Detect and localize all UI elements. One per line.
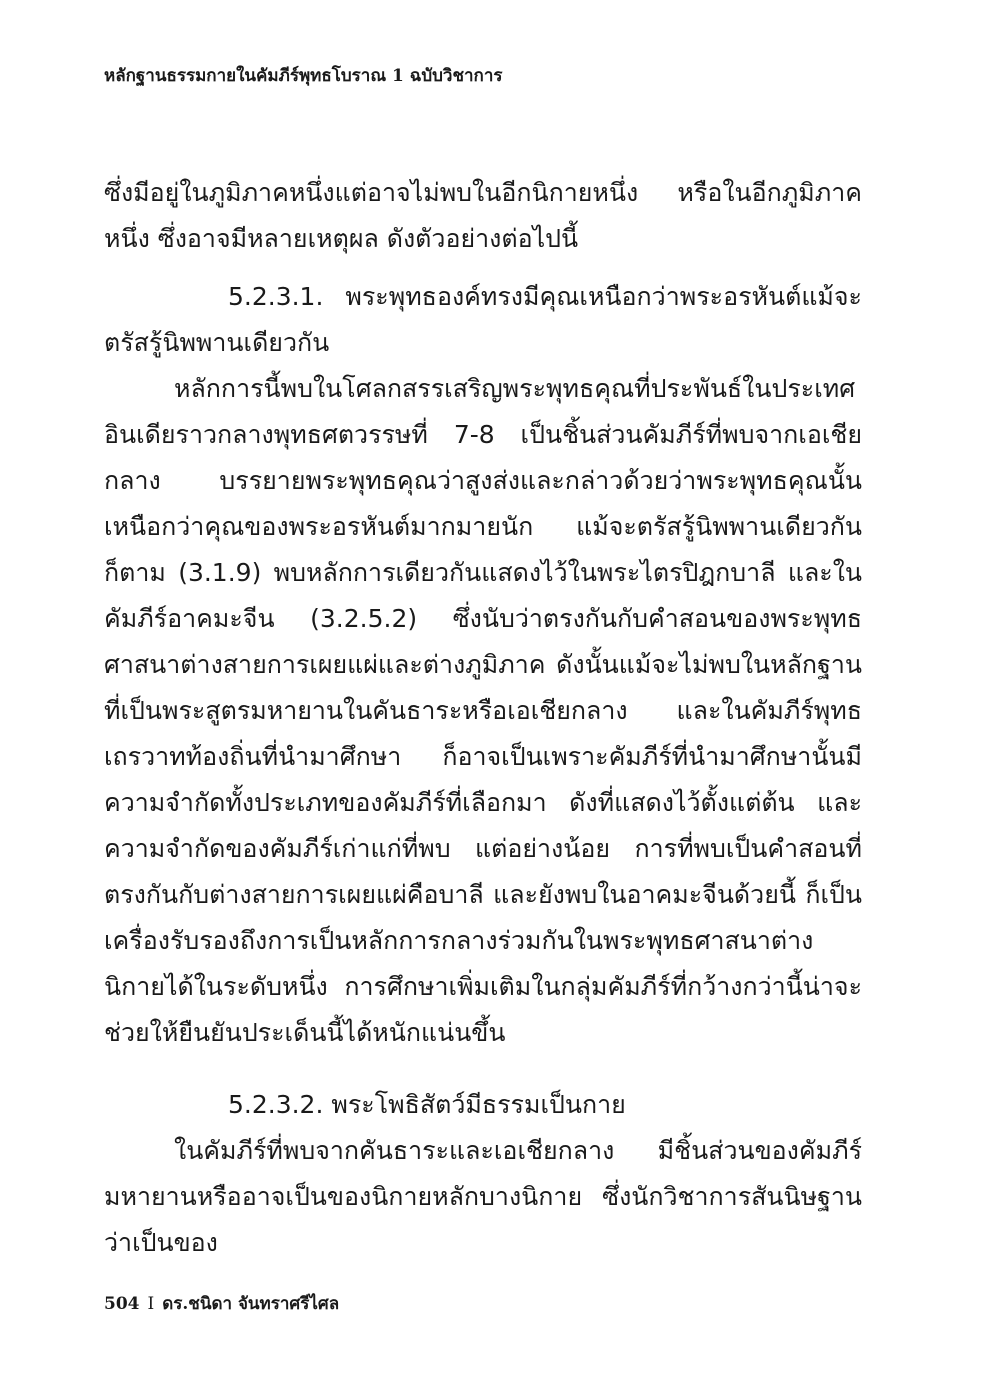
paragraph-buddha-qualities: หลักการนี้พบในโศลกสรรเสริญพระพุทธคุณที่ประพันธ์ในประเทศอินเดียราวกลางพุทธศตวรรษที่ 7-8 เป็นชิ้นส่วนคัมภีร์ที่พบจากเอเชียกลาง บรรยายพระพุทธคุณว่าสูงส่งและกล่าวด้วยว่าพระพุทธคุณนั้นเหนือกว่าคุณของพระอรหันต์มากมายนัก แม้จะตรัสรู้นิพพานเดียวกันก็ตาม (3.1.9) พบหลักการเดียวกันแสดงไว้ในพระไตรปิฎกบาลี และในคัมภีร์อาคมะจีน (3.2.5.2) ซึ่งนับว่าตรงกันกับคำสอนของพระพุทธศาสนาต่างสายการเผยแผ่และต่างภูมิภาค ดังนั้นแม้จะไม่พบในหลักฐานที่เป็นพระสูตรมหายานในคันธาระหรือเอเชียกลาง และในคัมภีร์พุทธเถรวาทท้องถิ่นที่นำมาศึกษา ก็อาจเป็นเพราะคัมภีร์ที่นำมาศึกษานั้นมีความจำกัดทั้งประเภทของคัมภีร์ที่เลือกมา ดังที่แสดงไว้ตั้งแต่ต้น และความจำกัดของคัมภีร์เก่าแก่ที่พบ แต่อย่างน้อย การที่พบเป็นคำสอนที่ตรงกันกับต่างสายการเผยแผ่คือบาลี และยังพบในอาคมะจีนด้วยนี้ ก็เป็นเครื่องรับรองถึงการเป็นหลักการกลางร่วมกันในพระพุทธศาสนาต่างนิกายได้ในระดับหนึ่ง การศึกษาเพิ่มเติมในกลุ่มคัมภีร์ที่กว้างกว่านี้น่าจะช่วยให้ยืนยันประเด็นนี้ได้หนักแน่นขึ้น (104, 374, 862, 1047)
footer-separator: I (147, 1294, 155, 1314)
section-heading-5-2-3-1: 5.2.3.1. พระพุทธองค์ทรงมีคุณเหนือกว่าพระอรหันต์แม้จะตรัสรู้นิพพานเดียวกัน (104, 282, 862, 357)
section-heading-5-2-3-2: 5.2.3.2. พระโพธิสัตว์มีธรรมเป็นกาย (228, 1090, 626, 1119)
running-header: หลักฐานธรรมกายในคัมภีร์พุทธโบราณ 1 ฉบับวิชาการ (104, 66, 503, 86)
page-body (104, 170, 862, 1266)
page-number: 504 (104, 1294, 140, 1314)
author-name: ดร.ชนิดา จันทราศรีไศล (162, 1294, 340, 1314)
paragraph-bodhisattva: ในคัมภีร์ที่พบจากคันธาระและเอเชียกลาง มีชิ้นส่วนของคัมภีร์มหายานหรืออาจเป็นของนิกายหลักบางนิกาย ซึ่งนักวิชาการสันนิษฐานว่าเป็นของ (104, 1136, 862, 1257)
page-footer (104, 1290, 339, 1317)
paragraph-intro: ซึ่งมีอยู่ในภูมิภาคหนึ่งแต่อาจไม่พบในอีกนิกายหนึ่ง หรือในอีกภูมิภาคหนึ่ง ซึ่งอาจมีหลายเหตุผล ดังตัวอย่างต่อไปนี้ (104, 178, 862, 253)
